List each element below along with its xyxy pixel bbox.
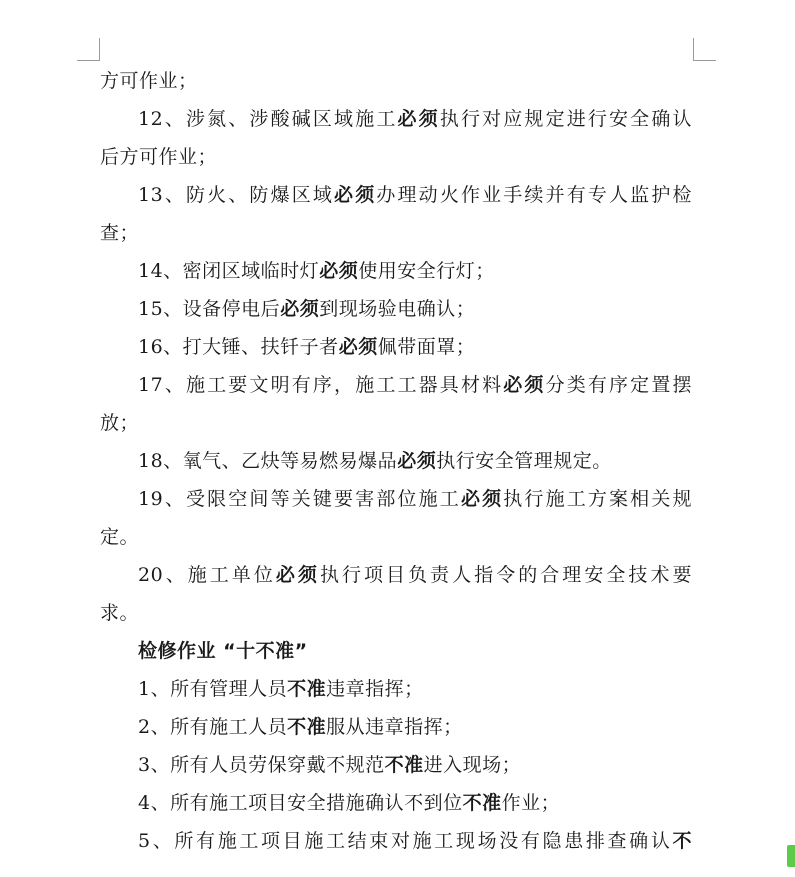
text-line: 16、打大锤、扶钎子者必须佩带面罩； — [138, 336, 476, 358]
text-line: 20、施工单位必须执行项目负责人指令的合理安全技术要 — [138, 564, 692, 586]
text-line: 12、涉氮、涉酸碱区域施工必须执行对应规定进行安全确认 — [138, 108, 692, 130]
scroll-edge-marker[interactable] — [787, 845, 795, 867]
text-line: 15、设备停电后必须到现场验电确认； — [138, 298, 476, 320]
text-line: 17、施工要文明有序，施工工器具材料必须分类有序定置摆 — [138, 374, 692, 396]
text-line: 5、所有施工项目施工结束对施工现场没有隐患排查确认不 — [138, 830, 692, 852]
text-line: 1、所有管理人员不准违章指挥； — [138, 678, 424, 700]
text-line: 19、受限空间等关键要害部位施工必须执行施工方案相关规 — [138, 488, 692, 510]
text-line: 14、密闭区域临时灯必须使用安全行灯； — [138, 260, 495, 282]
text-line: 放； — [100, 412, 140, 434]
text-line: 查； — [100, 222, 140, 244]
text-line: 2、所有施工人员不准服从违章指挥； — [138, 716, 463, 738]
text-line: 定。 — [100, 526, 140, 548]
page-corner-top-left — [77, 38, 100, 61]
text-line: 3、所有人员劳保穿戴不规范不准进入现场； — [138, 754, 522, 776]
page-corner-top-right — [693, 38, 716, 61]
text-line: 方可作业； — [100, 70, 198, 92]
text-line: 后方可作业； — [100, 146, 218, 168]
text-line: 18、氧气、乙炔等易燃易爆品必须执行安全管理规定。 — [138, 450, 612, 472]
text-line: 4、所有施工项目安全措施确认不到位不准作业； — [138, 792, 561, 814]
section-heading: 检修作业 “十不准” — [138, 640, 308, 662]
text-line: 求。 — [100, 602, 140, 624]
text-line: 13、防火、防爆区域必须办理动火作业手续并有专人监护检 — [138, 184, 692, 206]
